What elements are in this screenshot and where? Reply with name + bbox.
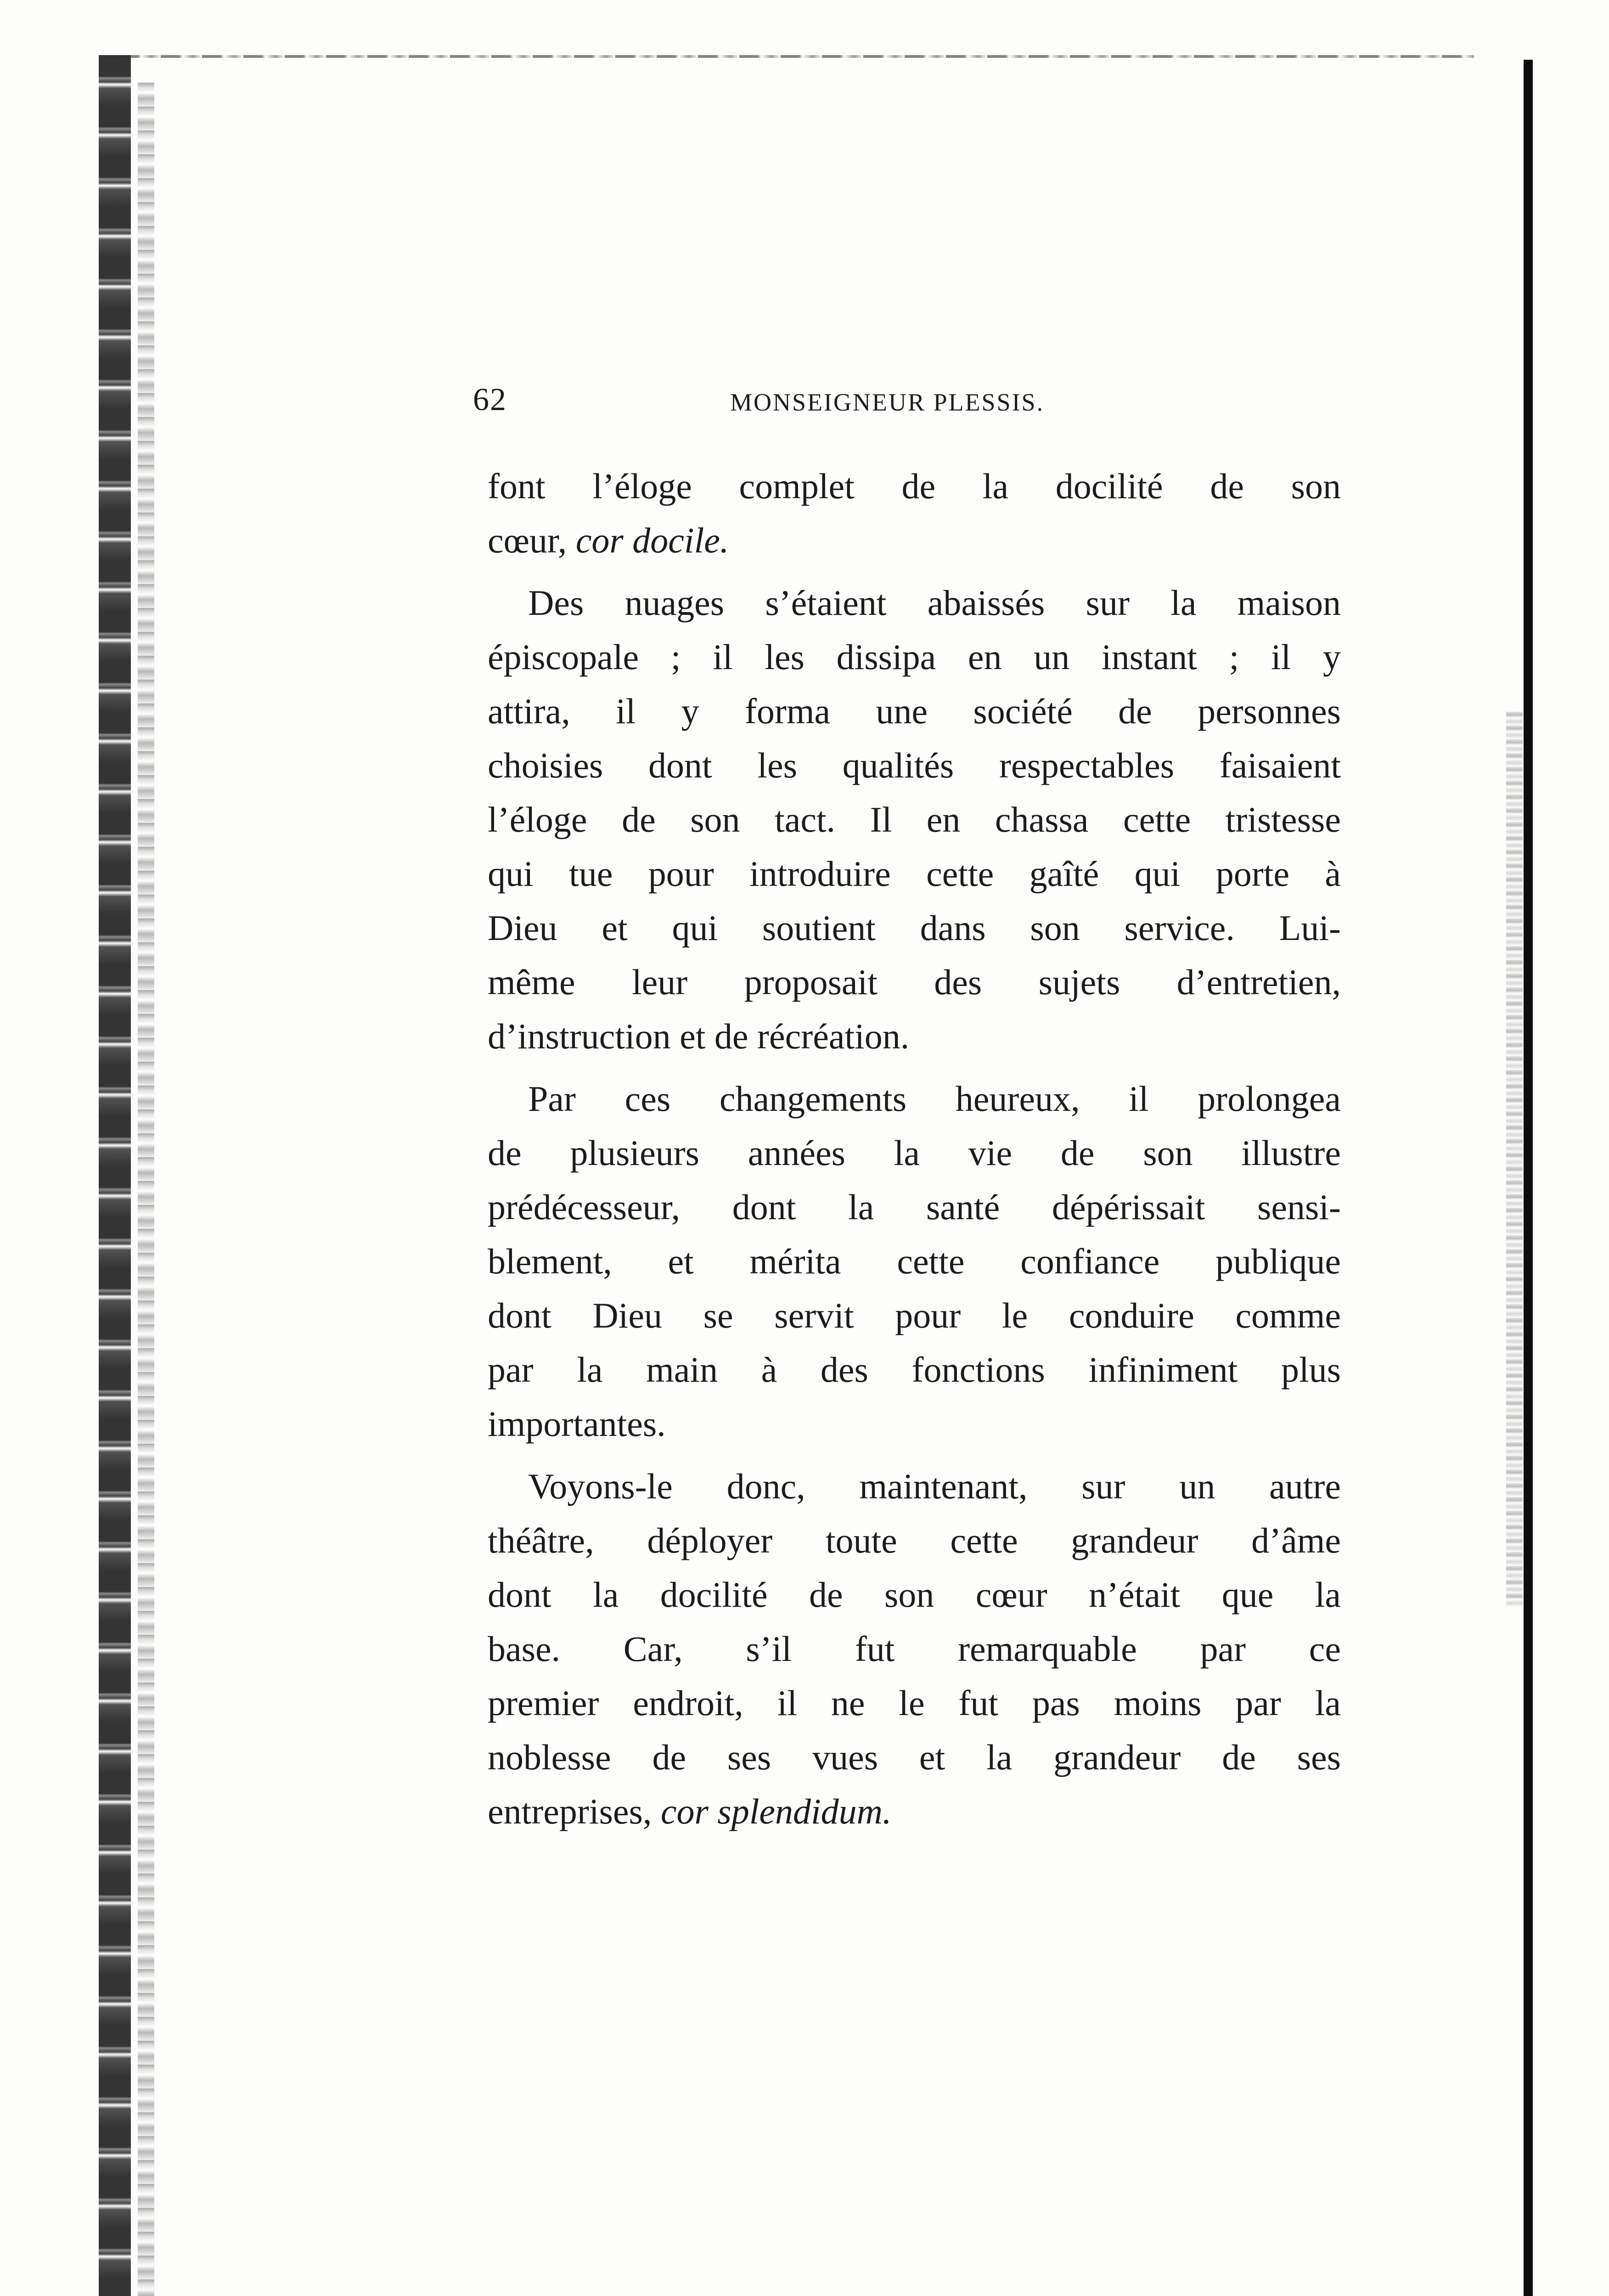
line-text: entreprises, [488,1791,661,1831]
paragraph-gap [488,1451,1341,1459]
text-line [488,1072,1341,1126]
right-edge-speckle [1506,712,1523,1607]
line-text: prédécesseur, dont la santé dépérissait sensi- [488,1187,1341,1227]
text-line [488,901,1341,955]
line-text: qui tue pour introduire cette gaîté qui porte à [488,854,1341,894]
paragraph-gap [488,1064,1341,1072]
line-text: importantes. [488,1404,666,1444]
text-line [488,1514,1341,1568]
page-number: 62 [473,382,507,417]
page-top-edge [119,55,1474,58]
running-title: MONSEIGNEUR PLESSIS. [730,388,1045,416]
line-text: Dieu et qui soutient dans son service. Lui- [488,908,1341,948]
text-line [488,847,1341,901]
line-text: dont la docilité de son cœur n’était que la [488,1575,1341,1615]
line-text: blement, et mérita cette confiance publique [488,1241,1341,1281]
text-line [488,1730,1341,1784]
binding-speckle [138,83,154,2296]
line-text: choisies dont les qualités respectables faisaient [488,745,1341,785]
paragraph-gap [488,568,1341,576]
right-page-edge [1524,60,1533,2296]
text-line [488,1459,1341,1514]
line-text: Voyons-le donc, maintenant, sur un autre [528,1466,1341,1506]
binding-shadow [99,55,131,2296]
line-text: premier endroit, il ne le fut pas moins par la [488,1683,1341,1723]
text-line [488,1234,1341,1289]
text-line [488,1289,1341,1343]
text-line [488,1126,1341,1180]
line-text: l’éloge de son tact. Il en chassa cette tristesse [488,799,1341,839]
line-text: base. Car, s’il fut remarquable par ce [488,1629,1341,1669]
line-text: par la main à des fonctions infiniment plus [488,1350,1341,1390]
line-text: noblesse de ses vues et la grandeur de ses [488,1737,1341,1777]
text-line [488,630,1341,684]
running-head [473,379,1391,421]
italic-latin-phrase: cor splendidum. [660,1791,892,1831]
text-line [488,1568,1341,1622]
text-line [488,576,1341,630]
text-line [488,1343,1341,1397]
body-text [488,459,1341,1839]
line-text: épiscopale ; il les dissipa en un instant ; il y [488,637,1341,677]
line-text: théâtre, déployer toute cette grandeur d’âme [488,1520,1341,1560]
text-line [488,684,1341,738]
line-text: d’instruction et de récréation. [488,1016,910,1056]
line-text: dont Dieu se servit pour le conduire comme [488,1295,1341,1335]
text-line [488,1009,1341,1064]
line-text: même leur proposait des sujets d’entretien, [488,962,1341,1002]
text-line [488,1784,1341,1839]
text-line [488,1676,1341,1730]
text-line [488,1622,1341,1676]
line-text: cœur, [488,520,576,560]
line-text: Par ces changements heureux, il prolongea [528,1079,1341,1119]
line-text: Des nuages s’étaient abaissés sur la maison [528,583,1341,623]
text-line [488,738,1341,793]
italic-latin-phrase: cor docile. [575,520,729,560]
text-line [488,1397,1341,1451]
text-line [488,793,1341,847]
text-line [488,459,1341,513]
line-text: font l’éloge complet de la docilité de son [488,466,1341,506]
line-text: attira, il y forma une société de personnes [488,691,1341,731]
line-text: de plusieurs années la vie de son illustre [488,1133,1341,1173]
text-line [488,1180,1341,1234]
text-line [488,955,1341,1009]
text-line [488,513,1341,568]
